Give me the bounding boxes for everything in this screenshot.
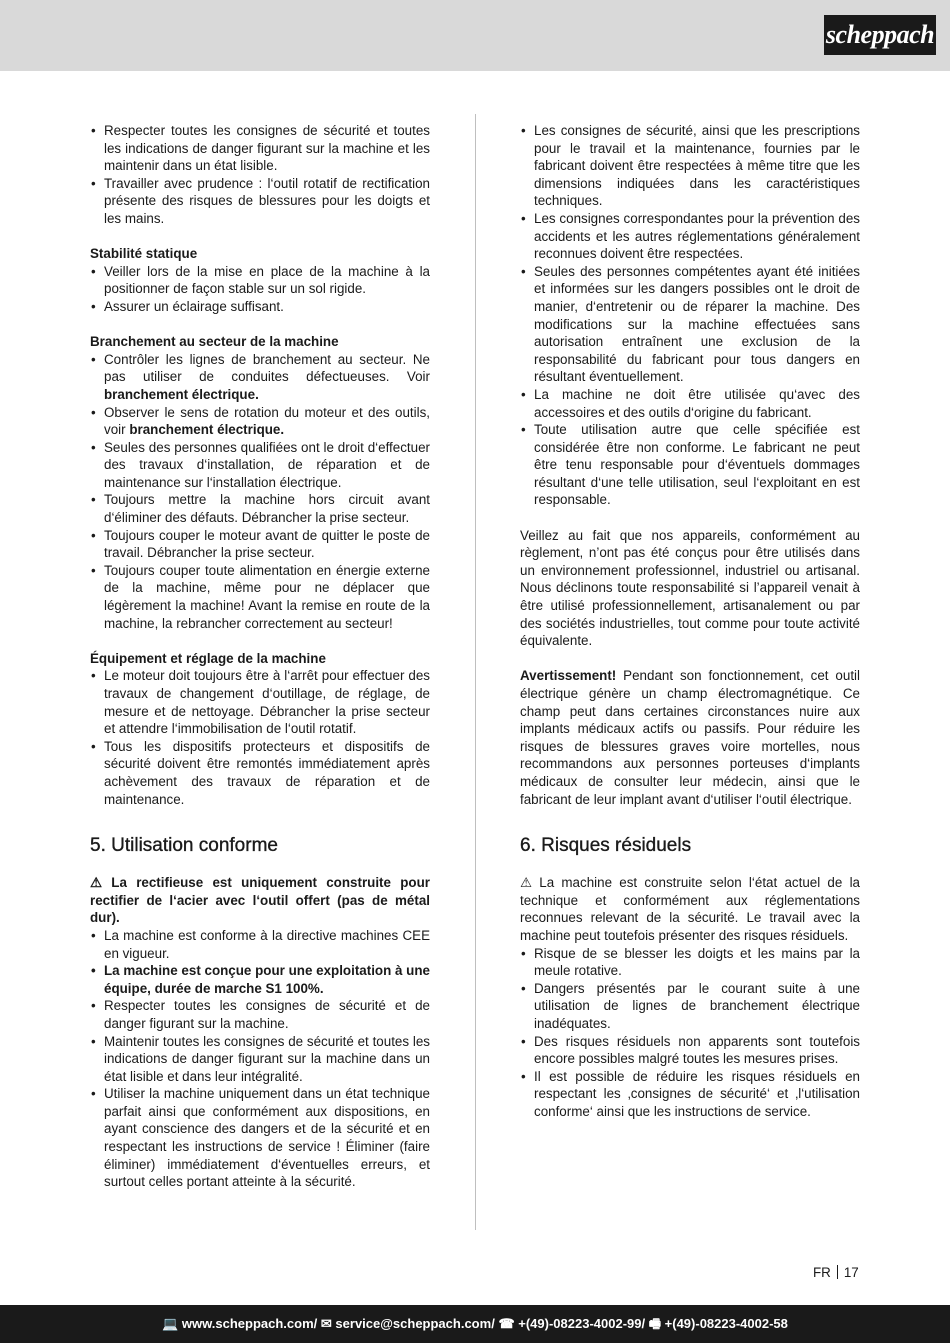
list-item: • Seules des personnes qualifiées ont le droit d‘effectuer des travaux d‘installation, de réparation et de maintenance sur l‘installation électrique.: [90, 439, 430, 492]
avertissement-label: Avertissement!: [520, 668, 617, 684]
page-language: FR: [813, 1265, 831, 1280]
footer-phone: +(49)-08223-4002-99: [518, 1316, 642, 1331]
fax-icon: 🖷: [648, 1316, 662, 1331]
list-item: • Toujours mettre la machine hors circuit avant d‘éliminer des défauts. Débrancher la prise secteur.: [90, 491, 430, 526]
section-6-heading: 6. Risques résiduels: [520, 835, 692, 857]
list-item: • Des risques résiduels non apparents sont toutefois encore possibles malgré toutes les mesures prises.: [520, 1033, 860, 1068]
list-item: • Toujours couper le moteur avant de quitter le poste de travail. Débrancher la prise secteur.: [90, 527, 430, 562]
phone-icon: ☎: [498, 1316, 515, 1331]
section-5-heading: 5. Utilisation conforme: [90, 835, 278, 857]
list-item: • Observer le sens de rotation du moteur et des outils, voir branchement électrique.: [90, 404, 430, 439]
section-6-list: [520, 945, 860, 1121]
avertissement-paragraph: Avertissement! Pendant son fonctionnement, cet outil électrique génère un champ électromagnétique. Ce champ peut dans certaines circonstances nuire aux implants médicaux actifs ou passifs. Pour réduire les risques de blessures graves voire mortelles, nous recommandons aux personnes porteuses d‘implants médicaux de consulter leur médecin, ainsi que le fabricant de leur implant avant d‘utiliser l‘outil électrique.: [520, 668, 860, 807]
list-item: • Seules des personnes compétentes ayant été initiées et informées sur les dangers possibles ont le droit de manier, d‘entretenir ou de réparer la machine. Des modifications sur la machine effectuées sans autorisation entraînent une exclusion de la responsabilité du fabricant pour tous dangers en résultant éventuellement.: [520, 263, 860, 386]
list-item: • Maintenir toutes les consignes de sécurité et toutes les indications de danger figurant sur la machine dans un état lisible et dans leur intégralité.: [90, 1033, 430, 1086]
equipement-list: [90, 667, 430, 808]
page-number: [813, 1264, 859, 1282]
list-item: • Tous les dispositifs protecteurs et dispositifs de sécurité doivent être remontés immédiatement après achèvement des travaux de réparation et de maintenance.: [90, 738, 430, 808]
stabilite-list: [90, 263, 430, 316]
scheppach-logo: scheppach: [824, 15, 936, 55]
list-item: • Utiliser la machine uniquement dans un état technique parfait ainsi que conformément aux dispositions, en ayant conscience des dangers et de la sécurité et en respectant les instructions de service ! Éliminer (faire éliminer) immédiatement d‘éventuelles erreurs, et surtout celles portant atteinte à la sécurité.: [90, 1085, 430, 1191]
section-6-paragraph: ⚠ La machine est construite selon l‘état actuel de la technique et conformément aux réglementations reconnues relevant de la sécurité. Le travail avec la machine peut toutefois présenter des risques résiduels.: [520, 875, 860, 943]
list-item: • La machine ne doit être utilisée qu‘avec des accessoires et des outils d‘origine du fabricant.: [520, 386, 860, 421]
intro-list: [90, 122, 430, 228]
subheading-equipement: Équipement et réglage de la machine: [90, 650, 326, 666]
computer-icon: 💻: [162, 1316, 179, 1331]
email-icon: ✉: [320, 1316, 332, 1331]
warning-triangle-icon: ⚠: [520, 875, 533, 891]
list-item: • Il est possible de réduire les risques résiduels en respectant les ‚consignes de sécurité‘ et ‚l‘utilisation conforme‘ ainsi que les instructions de service.: [520, 1068, 860, 1121]
veillez-paragraph: Veillez au fait que nos appareils, conformément au règlement, n’ont pas été conçus pour être utilisés dans un environnement professionnel, industriel ou artisanal. Nous déclinons toute responsabilité si l’appareil venait à être utilisé professionnellement, artisanalement ou par des sociétés industrielles, tout comme pour toute activité équivalente.: [520, 527, 860, 649]
list-item: • Toujours couper toute alimentation en énergie externe de la machine, même pour ne déplacer que légèrement la machine! Avant la remise en route de la machine, la rebrancher correctement au secteur!: [90, 562, 430, 632]
header-bar: [0, 0, 950, 71]
branchement-list: [90, 351, 430, 633]
section-5-warning: ⚠ La rectifieuse est uniquement construite pour rectifier de l‘acier avec l‘outil offert (pas de métal dur).: [90, 875, 430, 926]
section-5-list: [90, 927, 430, 1191]
list-item: • Toute utilisation autre que celle spécifiée est considérée être non conforme. Le fabricant ne peut être tenu responsable pour d‘éventuels dommages résultant d‘une telle utilisation, seul l‘exploitant en est responsable.: [520, 421, 860, 509]
list-item: • La machine est conforme à la directive machines CEE en vigueur.: [90, 927, 430, 962]
list-item: • La machine est conçue pour une exploitation à une équipe, durée de marche S1 100%.: [90, 962, 430, 997]
list-item: • Le moteur doit toujours être à l‘arrêt pour effectuer des travaux de changement d‘outillage, de réglage, de mesure et de nettoyage. Débrancher la prise secteur et attendre l‘immobilisation de l‘outil rotatif.: [90, 667, 430, 737]
footer-bar: 💻 www.scheppach.com/ ✉ service@scheppach.com/ ☎ +(49)-08223-4002-99/ 🖷 +(49)-08223-4002-58: [0, 1305, 950, 1343]
list-item: • Dangers présentés par le courant suite à une utilisation de lignes de branchement électrique inadéquates.: [520, 980, 860, 1033]
list-item: • Respecter toutes les consignes de sécurité et de danger figurant sur la machine.: [90, 997, 430, 1032]
subheading-stabilite: Stabilité statique: [90, 246, 198, 262]
list-item: • Respecter toutes les consignes de sécurité et toutes les indications de danger figurant sur la machine et les maintenir dans un état lisible.: [90, 122, 430, 175]
list-item: • Travailler avec prudence : l‘outil rotatif de rectification présente des risques de blessures pour les doigts et les mains.: [90, 175, 430, 228]
right-intro-list: [520, 122, 860, 509]
footer-email[interactable]: service@scheppach.com: [335, 1316, 492, 1331]
list-item: • Veiller lors de la mise en place de la machine à la positionner de façon stable sur un sol rigide.: [90, 263, 430, 298]
list-item: • Contrôler les lignes de branchement au secteur. Ne pas utiliser de conduites défectueuses. Voir branchement électrique.: [90, 351, 430, 404]
right-column: [520, 122, 860, 1120]
footer-web[interactable]: www.scheppach.com: [181, 1316, 314, 1331]
list-item: • Risque de se blesser les doigts et les mains par la meule rotative.: [520, 945, 860, 980]
warning-triangle-icon: ⚠: [90, 875, 103, 891]
left-column: [90, 122, 430, 1191]
column-divider: [475, 114, 476, 1230]
list-item: • Les consignes correspondantes pour la prévention des accidents et les autres réglementations généralement reconnues doivent être respectées.: [520, 210, 860, 263]
subheading-branchement: Branchement au secteur de la machine: [90, 334, 339, 350]
list-item: • Assurer un éclairage suffisant.: [90, 298, 430, 316]
footer-fax: +(49)-08223-4002-58: [664, 1316, 788, 1331]
page-number-divider: [837, 1265, 838, 1279]
page-number-value: 17: [843, 1265, 859, 1280]
list-item: • Les consignes de sécurité, ainsi que les prescriptions pour le travail et la maintenance, fournies par le fabricant doivent être respectées à même titre que les dimensions indiquées dans les caractéristiques techniques.: [520, 122, 860, 210]
